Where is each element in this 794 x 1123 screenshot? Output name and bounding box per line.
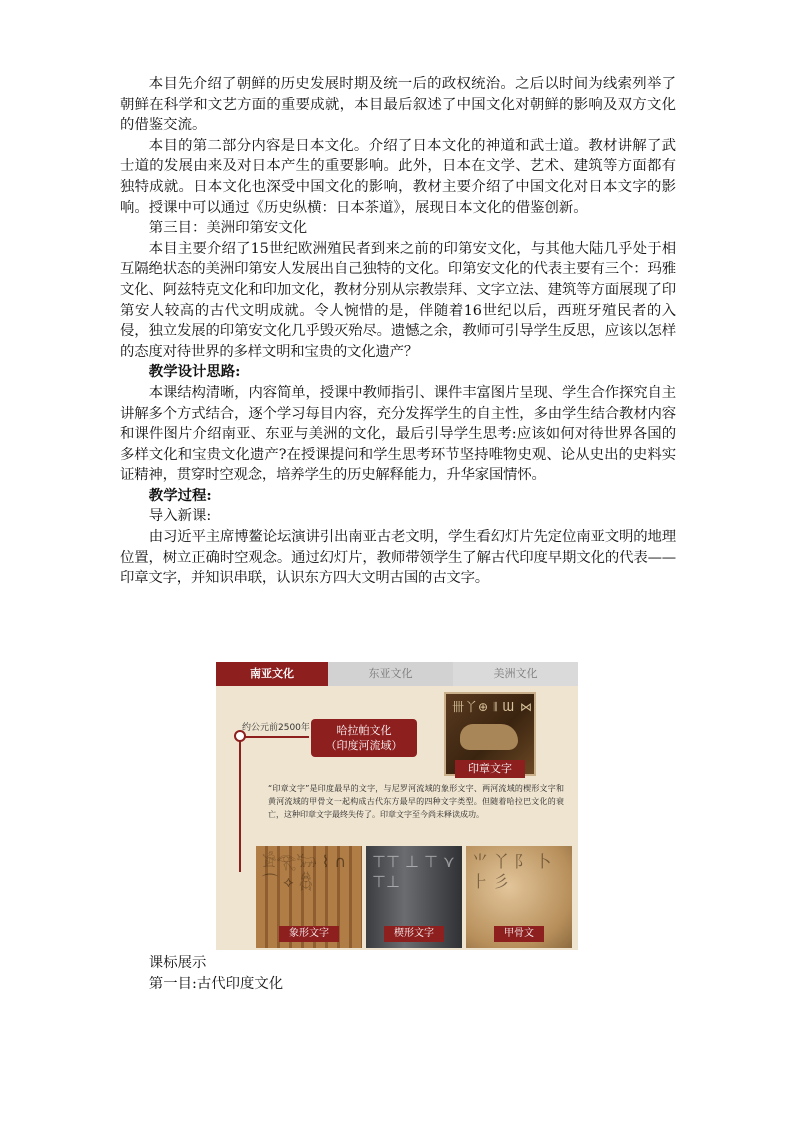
- culture-region: （印度河流域）: [325, 739, 403, 752]
- culture-label: [311, 719, 417, 757]
- seal-caption: 印章文字: [455, 760, 525, 778]
- heading-design-idea: 教学设计思路:: [148, 363, 241, 381]
- paragraph-korea: 本目先介绍了朝鲜的历史发展时期及统一后的政权统治。之后以时间为线索列举了朝鲜在科学和文艺方面的重要成就，本目最后叙述了中国文化对朝鲜的影响及双方文化的借鉴交流。: [120, 76, 676, 134]
- slide-figure: [216, 662, 578, 950]
- tab-east-asia: 东亚文化: [328, 662, 453, 686]
- paragraph-america: 本目主要介绍了15世纪欧洲殖民者到来之前的印第安文化，与其他大陆几乎处于相互隔绝状态的美洲印第安人发展出自己独特的文化。印第安文化的代表主要有三个：玛雅文化、阿兹特克文化和印加文化，教材分别从宗教崇拜、文字立法、建筑等方面展现了印第安人较高的古代文明成就。令人惋惜的是，伴随着16世纪以后，西班牙殖民者的入侵，独立发展的印第安文化几乎毁灭殆尽。遗憾之余，教师可引导学生反思，应该以怎样的态度对待世界的多样文明和宝贵的文化遗产？: [120, 240, 676, 360]
- paragraph-introduction: 由习近平主席博鳌论坛演讲引出南亚古老文明，学生看幻灯片先定位南亚文明的地理位置，树立正确时空观念。通过幻灯片，教师带领学生了解古代印度早期文化的代表——印章文字，并知识串联，认识东方四大文明古国的古文字。: [120, 529, 676, 587]
- heading-curriculum: 课标展示: [148, 955, 207, 971]
- slide-tab-bar: [216, 662, 578, 686]
- photo-hieroglyphs: [256, 846, 362, 948]
- tab-south-asia: 南亚文化: [216, 662, 328, 686]
- timeline-line: [239, 732, 241, 872]
- caption-hieroglyphs: 象形文字: [279, 926, 339, 942]
- document-body-continued: [120, 953, 676, 994]
- caption-oracle-bone: 甲骨文: [494, 926, 544, 942]
- hieroglyph-marks: 𓀀𓂀𓃒 ⌇ ∩ ⌒ ⟡ 𓆣: [262, 852, 347, 891]
- document-body: [120, 74, 676, 589]
- cuneiform-marks: ⊤⊤ ⊥ ⊤ ⋎ ⊤⊥: [372, 852, 455, 891]
- photo-cuneiform: [366, 846, 462, 948]
- culture-name: 哈拉帕文化: [336, 724, 392, 737]
- oracle-bone-marks: ⺌ 丫 ⻖ 卜 ⺊ 彡: [472, 852, 552, 891]
- seal-glyphs: 卌丫⊕ 𝄂 Ɯ ⋈: [452, 700, 533, 714]
- heading-introduction: 导入新课:: [148, 508, 212, 525]
- timeline-connector: [239, 736, 309, 738]
- tab-america: 美洲文化: [453, 662, 578, 686]
- slide-description: “印章文字”是印度最早的文字，与尼罗河流域的象形文字、两河流域的楔形文字和黄河流域的甲骨文一起构成古代东方最早的四种文字类型。但随着哈拉巴文化的衰亡，这种印章文字最终失传了。印章文字至今尚未释读成功。: [268, 784, 564, 819]
- caption-cuneiform: 楔形文字: [384, 926, 444, 942]
- timeline-date: 约公元前2500年: [242, 723, 310, 733]
- heading-section-three: 第三目：美洲印第安文化: [148, 220, 308, 237]
- heading-section-one: 第一目:古代印度文化: [148, 975, 284, 992]
- paragraph-design-idea: 本课结构清晰，内容简单，授课中教师指引、课件丰富图片呈现、学生合作探究自主讲解多个方式结合，逐个学习每目内容，充分发挥学生的自主性，多由学生结合教材内容和课件图片介绍南亚、东亚与美洲的文化，最后引导学生思考:应该如何对待世界各国的多样文化和宝贵文化遗产?在授课提问和学生思考环节坚持唯物史观、论从史出的史料实证精神，贯穿时空观念，培养学生的历史解释能力，升华家国情怀。: [120, 384, 676, 484]
- heading-teaching-process: 教学过程:: [148, 486, 212, 504]
- photo-oracle-bone: [466, 846, 572, 948]
- paragraph-japan: 本目的第二部分内容是日本文化。介绍了日本文化的神道和武士道。教材讲解了武士道的发展由来及对日本产生的重要影响。此外，日本在文学、艺术、建筑等方面都有独特成就。日本文化也深受中国文化的影响，教材主要介绍了中国文化对日本文字的影响。授课中可以通过《历史纵横：日本茶道》，展现日本文化的借鉴创新。: [120, 137, 676, 216]
- bull-figure-icon: [460, 724, 518, 750]
